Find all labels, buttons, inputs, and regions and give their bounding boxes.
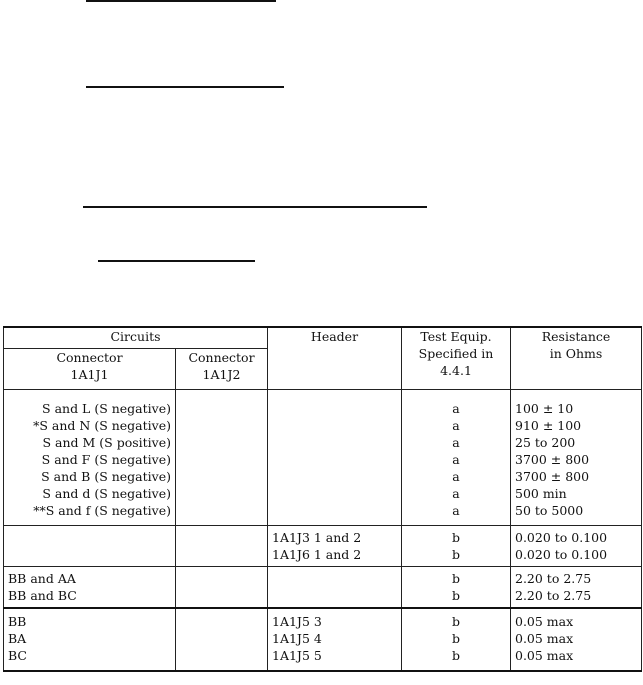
cell-line: a (452, 418, 460, 433)
header-resistance (511, 327, 642, 390)
header-header: Header (268, 327, 402, 390)
cell-line: 0.05 max (515, 648, 574, 663)
cell-line: b (451, 571, 460, 586)
cell-j1 (4, 608, 176, 671)
cell-j2 (176, 567, 268, 609)
cell-resistance (511, 526, 642, 567)
header-connector-j2-text: Connector 1A1J2 (188, 350, 255, 382)
cell-line: BB and BC (8, 588, 77, 603)
cell-line: BB and AA (8, 571, 76, 586)
cell-line: 3700 ± 800 (515, 452, 590, 467)
cell-j1 (4, 526, 176, 567)
cell-line: BA (8, 631, 27, 646)
table-group-4 (4, 608, 642, 671)
cell-line: *S and N (S negative) (33, 418, 171, 433)
header-test-equipment (402, 327, 511, 390)
cell-line: 100 ± 10 (515, 401, 574, 416)
cell-line: a (452, 469, 460, 484)
underline-rule-2 (86, 86, 284, 88)
header-resistance-text: Resistance in Ohms (541, 329, 611, 361)
cell-line: 0.020 to 0.100 (515, 547, 608, 562)
cell-j1 (4, 567, 176, 609)
cell-header (268, 567, 402, 609)
cell-line: S and d (S negative) (42, 486, 171, 501)
cell-line: 2.20 to 2.75 (515, 588, 592, 603)
header-test-equipment-text: Test Equip. Specified in 4.4.1 (418, 329, 494, 378)
resistance-test-table (3, 326, 642, 672)
cell-line: b (451, 588, 460, 603)
cell-line: b (451, 530, 460, 545)
cell-line: 3700 ± 800 (515, 469, 590, 484)
cell-header (268, 608, 402, 671)
cell-resistance (511, 608, 642, 671)
cell-line: a (452, 452, 460, 467)
cell-line: 50 to 5000 (515, 503, 584, 518)
header-connector-j1-text: Connector 1A1J1 (56, 350, 123, 382)
cell-line: BC (8, 648, 27, 663)
cell-line: S and L (S negative) (42, 401, 171, 416)
cell-line: 25 to 200 (515, 435, 576, 450)
table-group-3 (4, 567, 642, 609)
table-row (4, 567, 642, 609)
cell-line: 910 ± 100 (515, 418, 582, 433)
table-row (4, 608, 642, 671)
cell-j2 (176, 608, 268, 671)
cell-line: S and F (S negative) (41, 452, 171, 467)
cell-line: S and M (S positive) (42, 435, 171, 450)
cell-j2 (176, 390, 268, 526)
cell-j1 (4, 390, 176, 526)
cell-equip (402, 567, 511, 609)
table-row (4, 390, 642, 526)
underline-rule-4 (98, 260, 255, 262)
header-connector-j1 (4, 349, 176, 390)
cell-line: b (451, 648, 460, 663)
cell-line: 500 min (515, 486, 567, 501)
cell-line: 1A1J5 3 (272, 614, 322, 629)
cell-line: a (452, 401, 460, 416)
cell-equip (402, 526, 511, 567)
cell-equip (402, 390, 511, 526)
cell-line: **S and f (S negative) (33, 503, 171, 518)
cell-line: 0.05 max (515, 614, 574, 629)
cell-line: S and B (S negative) (41, 469, 171, 484)
table-group-1 (4, 390, 642, 526)
cell-resistance (511, 567, 642, 609)
cell-line: b (451, 614, 460, 629)
cell-line: b (451, 631, 460, 646)
table-row (4, 526, 642, 567)
cell-line: 1A1J3 1 and 2 (272, 530, 362, 545)
header-circuits: Circuits (4, 327, 268, 349)
cell-header (268, 390, 402, 526)
cell-line: 1A1J5 4 (272, 631, 322, 646)
cell-resistance (511, 390, 642, 526)
cell-line: 0.05 max (515, 631, 574, 646)
cell-j2 (176, 526, 268, 567)
cell-line: 0.020 to 0.100 (515, 530, 608, 545)
header-connector-j2 (176, 349, 268, 390)
cell-line: 2.20 to 2.75 (515, 571, 592, 586)
table-group-2 (4, 526, 642, 567)
cell-line: BB (8, 614, 27, 629)
cell-line: a (452, 503, 460, 518)
cell-line: 1A1J5 5 (272, 648, 322, 663)
cell-line: a (452, 486, 460, 501)
underline-rule-3 (83, 206, 427, 208)
cell-equip (402, 608, 511, 671)
cell-line: b (451, 547, 460, 562)
cell-line: a (452, 435, 460, 450)
underline-rule-1 (86, 0, 276, 2)
cell-line: 1A1J6 1 and 2 (272, 547, 362, 562)
cell-header (268, 526, 402, 567)
